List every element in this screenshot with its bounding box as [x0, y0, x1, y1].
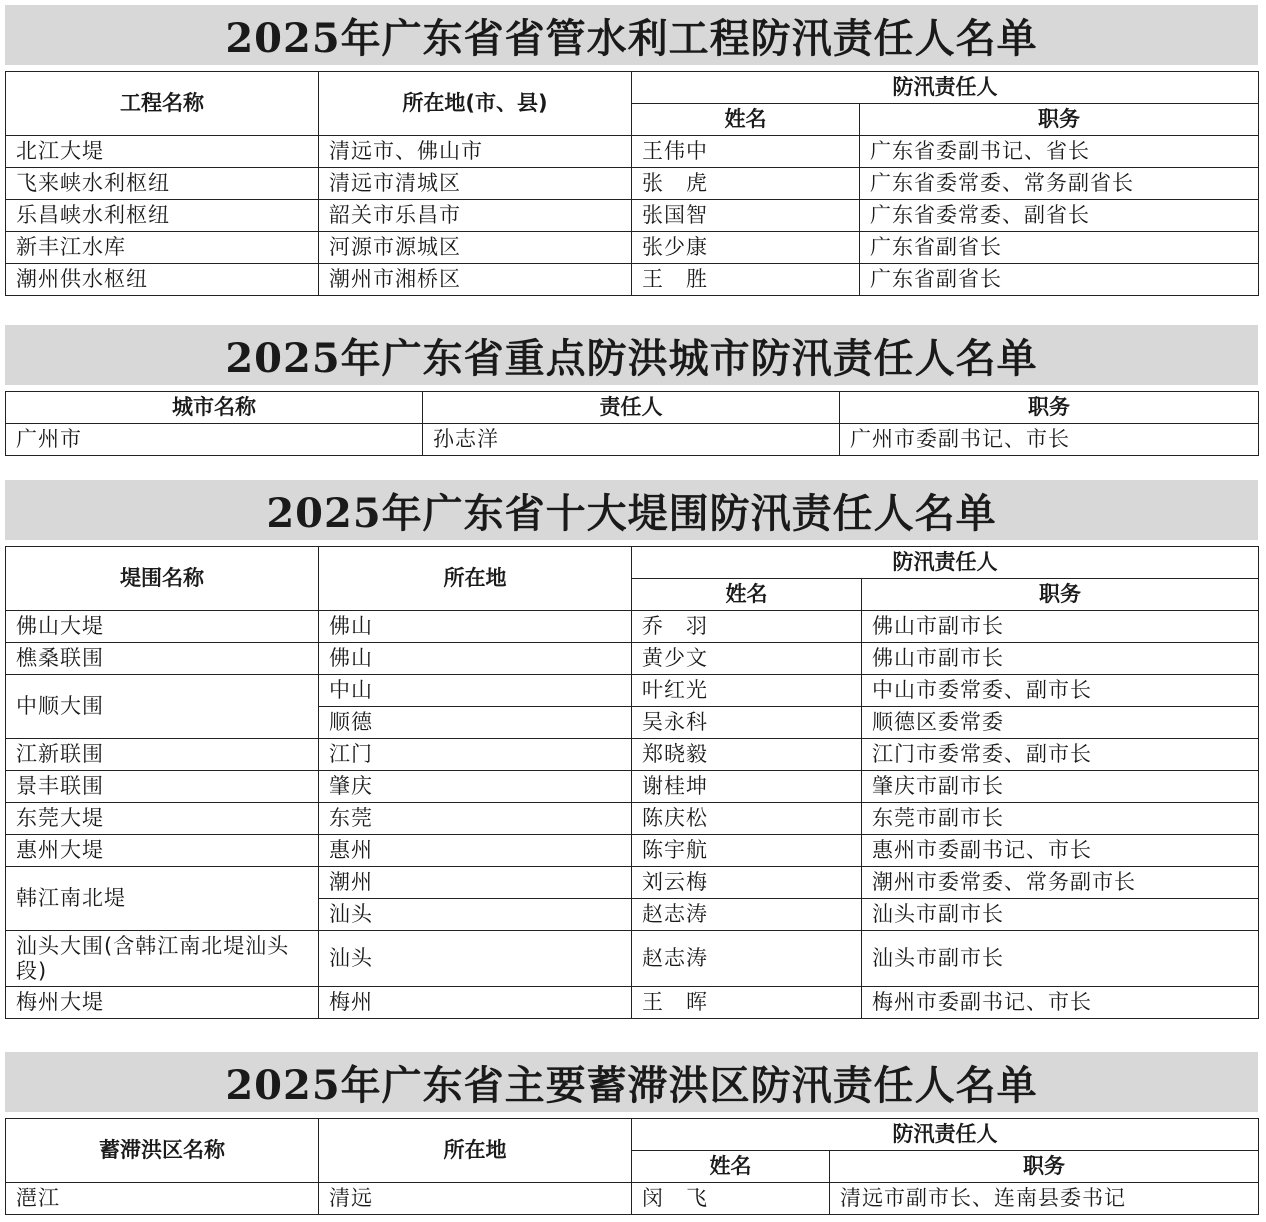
location: 清远 [319, 1183, 632, 1215]
section-flood-cities [5, 325, 1258, 456]
duty: 广州市委副书记、市长 [840, 424, 1259, 456]
person-name: 刘云梅 [632, 867, 862, 899]
person-name: 王 晖 [632, 987, 862, 1019]
duty: 中山市委常委、副市长 [862, 675, 1259, 707]
person-name: 陈庆松 [632, 803, 862, 835]
person-name: 张少康 [632, 232, 860, 264]
levee-name: 江新联围 [6, 739, 319, 771]
duty: 广东省委副书记、省长 [860, 136, 1259, 168]
col-header-name: 蓄滞洪区名称 [6, 1119, 319, 1183]
table-row [6, 987, 1259, 1019]
duty: 广东省委常委、副省长 [860, 200, 1259, 232]
person-name: 吴永科 [632, 707, 862, 739]
duty: 佛山市副市长 [862, 643, 1259, 675]
location: 佛山 [319, 643, 632, 675]
project-name: 乐昌峡水利枢纽 [6, 200, 319, 232]
area-name: 潖江 [6, 1183, 319, 1215]
location: 东莞 [319, 803, 632, 835]
duty: 肇庆市副市长 [862, 771, 1259, 803]
city-name: 广州市 [6, 424, 423, 456]
table-row [6, 424, 1259, 456]
duty: 潮州市委常委、常务副市长 [862, 867, 1259, 899]
location: 中山 [319, 675, 632, 707]
person-name: 张国智 [632, 200, 860, 232]
person-name: 赵志涛 [632, 931, 862, 987]
section-water-projects [5, 5, 1258, 296]
location: 汕头 [319, 899, 632, 931]
col-header-location: 所在地(市、县) [319, 72, 632, 136]
table-row [6, 232, 1259, 264]
table-row [6, 739, 1259, 771]
levee-name: 惠州大堤 [6, 835, 319, 867]
duty: 惠州市委副书记、市长 [862, 835, 1259, 867]
col-header-responsible: 防汛责任人 [632, 547, 1259, 579]
col-header-person: 责任人 [423, 392, 840, 424]
table-row [6, 771, 1259, 803]
levee-name: 汕头大围(含韩江南北堤汕头段) [6, 931, 319, 987]
duty: 广东省委常委、常务副省长 [860, 168, 1259, 200]
person-name: 陈宇航 [632, 835, 862, 867]
location: 清远市、佛山市 [319, 136, 632, 168]
project-name: 北江大堤 [6, 136, 319, 168]
table-row [6, 200, 1259, 232]
project-name: 新丰江水库 [6, 232, 319, 264]
person-name: 张 虎 [632, 168, 860, 200]
location: 顺德 [319, 707, 632, 739]
levee-name: 佛山大堤 [6, 611, 319, 643]
levee-name: 樵桑联围 [6, 643, 319, 675]
section-title: 2025年广东省主要蓄滞洪区防汛责任人名单 [5, 1052, 1258, 1112]
table-row [6, 643, 1259, 675]
table-row [6, 136, 1259, 168]
person-name: 孙志洋 [423, 424, 840, 456]
col-header-person: 姓名 [632, 579, 862, 611]
section-title: 2025年广东省省管水利工程防汛责任人名单 [5, 5, 1258, 65]
duty: 东莞市副市长 [862, 803, 1259, 835]
col-header-responsible: 防汛责任人 [632, 72, 1259, 104]
location: 潮州市湘桥区 [319, 264, 632, 296]
col-header-person: 姓名 [632, 1151, 830, 1183]
col-header-person: 姓名 [632, 104, 860, 136]
table-row [6, 1183, 1259, 1215]
table-row [6, 803, 1259, 835]
col-header-duty: 职务 [830, 1151, 1259, 1183]
levee-name: 景丰联围 [6, 771, 319, 803]
duty: 江门市委常委、副市长 [862, 739, 1259, 771]
col-header-duty: 职务 [862, 579, 1259, 611]
duty: 梅州市委副书记、市长 [862, 987, 1259, 1019]
location: 清远市清城区 [319, 168, 632, 200]
col-header-duty: 职务 [840, 392, 1259, 424]
table-row [6, 168, 1259, 200]
levee-name: 东莞大堤 [6, 803, 319, 835]
duty: 汕头市副市长 [862, 899, 1259, 931]
duty: 汕头市副市长 [862, 931, 1259, 987]
duty: 广东省副省长 [860, 264, 1259, 296]
col-header-name: 堤围名称 [6, 547, 319, 611]
water-projects-table [5, 71, 1259, 296]
col-header-duty: 职务 [860, 104, 1259, 136]
col-header-city: 城市名称 [6, 392, 423, 424]
col-header-location: 所在地 [319, 547, 632, 611]
table-row [6, 264, 1259, 296]
section-title: 2025年广东省十大堤围防汛责任人名单 [5, 480, 1258, 540]
duty: 佛山市副市长 [862, 611, 1259, 643]
location: 韶关市乐昌市 [319, 200, 632, 232]
location: 佛山 [319, 611, 632, 643]
location: 梅州 [319, 987, 632, 1019]
person-name: 王伟中 [632, 136, 860, 168]
levee-name: 梅州大堤 [6, 987, 319, 1019]
person-name: 乔 羽 [632, 611, 862, 643]
project-name: 飞来峡水利枢纽 [6, 168, 319, 200]
duty: 清远市副市长、连南县委书记 [830, 1183, 1259, 1215]
person-name: 闵 飞 [632, 1183, 830, 1215]
duty: 顺德区委常委 [862, 707, 1259, 739]
person-name: 赵志涛 [632, 899, 862, 931]
col-header-location: 所在地 [319, 1119, 632, 1183]
section-title: 2025年广东省重点防洪城市防汛责任人名单 [5, 325, 1258, 385]
table-row [6, 611, 1259, 643]
section-levees [5, 480, 1258, 1019]
col-header-name: 工程名称 [6, 72, 319, 136]
col-header-responsible: 防汛责任人 [632, 1119, 1259, 1151]
location: 惠州 [319, 835, 632, 867]
levee-name: 中顺大围 [6, 675, 319, 739]
location: 汕头 [319, 931, 632, 987]
location: 江门 [319, 739, 632, 771]
person-name: 叶红光 [632, 675, 862, 707]
location: 潮州 [319, 867, 632, 899]
table-row [6, 931, 1259, 987]
person-name: 王 胜 [632, 264, 860, 296]
levee-name: 韩江南北堤 [6, 867, 319, 931]
table-row [6, 835, 1259, 867]
person-name: 谢桂坤 [632, 771, 862, 803]
duty: 广东省副省长 [860, 232, 1259, 264]
person-name: 黄少文 [632, 643, 862, 675]
table-row [6, 675, 1259, 707]
detention-areas-table [5, 1118, 1259, 1215]
section-detention-areas [5, 1052, 1258, 1215]
levees-table [5, 546, 1259, 1019]
location: 肇庆 [319, 771, 632, 803]
table-row [6, 867, 1259, 899]
location: 河源市源城区 [319, 232, 632, 264]
project-name: 潮州供水枢纽 [6, 264, 319, 296]
flood-cities-table [5, 391, 1259, 456]
person-name: 郑晓毅 [632, 739, 862, 771]
